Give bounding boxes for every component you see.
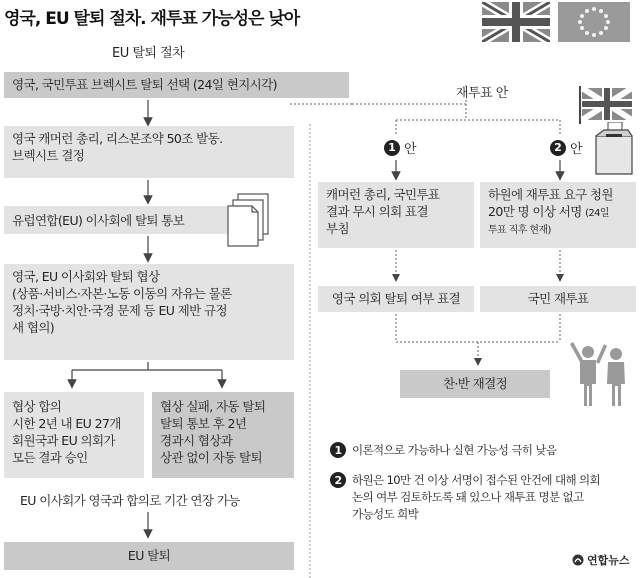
agreement-line2: 시한 2년 내 EU 27개 [12,416,121,431]
option-2-line1: 하원에 재투표 요구 청원 [488,187,613,202]
final-decision-text: 찬·반 재결정 [442,376,508,391]
note-2-line3: 가능성도 희박 [352,507,419,521]
step-lisbon [4,126,294,178]
option-1-text: 안 [404,142,417,157]
note-1-badge: 1 [330,442,346,458]
option-2-label [550,138,583,157]
step-referendum-text: 영국, 국민투표 브렉시트 탈퇴 선택 (24일 현지시각) [12,77,277,92]
step-negotiation [4,264,294,360]
option-1-result-text: 영국 의회 탈퇴 여부 표결 [331,291,461,306]
agreement-line4: 모든 결과 승인 [12,450,88,465]
option-2-line3-small: 투표 직후 현재) [488,225,551,236]
documents-icon [226,192,272,248]
people-icon [568,338,632,408]
page-title: 영국, EU 탈퇴 절차. 재투표 가능성은 낮아 [4,9,300,29]
option-1-label [384,138,417,157]
option-2-text: 안 [570,142,583,157]
note-1 [330,442,636,459]
negotiation-line3: 정치·국방·치안·국경 문제 등 EU 제반 규정 [12,303,227,318]
failure-line3: 경과시 협상과 [160,433,233,448]
credit [572,552,630,568]
step-lisbon-line2: 브렉시트 결정 [12,148,85,163]
option-2-result-text: 국민 재투표 [527,291,589,306]
option-2-line2-wrap [488,203,628,222]
step-exit [4,542,294,570]
option-2-line2: 20만 명 이상 서명 [488,204,582,219]
step-failure [152,392,294,478]
option-2-badge: 2 [550,140,566,156]
step-referendum [4,72,349,98]
failure-line1: 협상 실패, 자동 탈퇴 [160,399,266,414]
option-2-result [480,286,636,312]
note-2-line2: 논의 여부 검토하도록 돼 있으나 재투표 명분 없고 [352,490,584,504]
extension-note: EU 이사회가 영국과 합의로 기간 연장 가능 [20,493,240,508]
negotiation-line2: (상품·서비스·자본·노동 이동의 자유는 물론 [12,286,232,301]
note-2 [330,472,636,523]
option-2-box [480,182,636,248]
note-2-body [352,472,600,523]
uk-flag-icon [578,86,634,124]
step-notify [4,206,259,234]
left-section-label: EU 탈퇴 절차 [112,46,185,61]
option-1-line1: 캐머런 총리, 국민투표 [326,187,440,202]
note-2-badge: 2 [330,472,346,488]
option-1-result [318,286,474,312]
negotiation-line1: 영국, EU 이사회와 탈퇴 협상 [12,269,160,284]
agreement-line1: 협상 합의 [12,399,62,414]
step-agreement [4,392,144,478]
right-section-label: 재투표 안 [456,86,508,101]
failure-line4: 상관 없이 자동 탈퇴 [160,450,262,465]
option-1-line2: 결과 무시 의회 표결 [326,204,428,219]
step-notify-text: 유럽연합(EU) 이사회에 탈퇴 통보 [12,213,185,228]
option-1-line3: 부침 [326,221,349,236]
yonhap-logo-icon [572,554,584,566]
option-1-badge: 1 [384,140,400,156]
agreement-line3: 회원국과 EU 의회가 [12,433,115,448]
option-1-box [318,182,474,248]
step-exit-text: EU 탈퇴 [127,548,171,563]
note-1-text: 이론적으로 가능하나 실현 가능성 극히 낮음 [352,443,557,457]
option-2-line2-small: (24일 [585,208,609,219]
ballot-box-icon [592,122,636,176]
negotiation-line4: 새 협의) [12,320,55,335]
note-2-line1: 하원은 10만 건 이상 서명이 접수된 안건에 대해 의회 [352,473,601,487]
failure-line2: 탈퇴 통보 후 2년 [160,416,247,431]
credit-text: 연합뉴스 [587,554,630,567]
final-decision [400,370,550,398]
step-lisbon-line1: 영국 캐머런 총리, 리스본조약 50조 발동. [12,131,223,146]
